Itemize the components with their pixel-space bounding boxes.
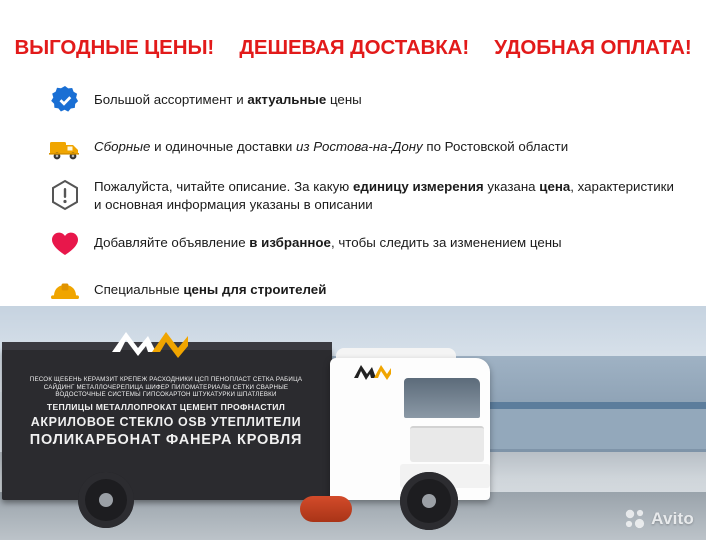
truck-wheel-front bbox=[400, 472, 458, 530]
list-item bbox=[48, 274, 678, 308]
list-item-label: Пожалуйста, читайте описание. За какую единицу измерения указана цена, характеристики и основная информация указаны в описании bbox=[94, 179, 674, 212]
avito-label: Avito bbox=[651, 509, 694, 528]
trailer-line-1: ПЕСОК ЩЕБЕНЬ КЕРАМЗИТ КРЕПЕЖ РАСХОДНИКИ ЦСП ПЕНОПЛАСТ СЕТКА РАБИЦА bbox=[29, 376, 303, 383]
trailer-line-6: ПОЛИКАРБОНАТ ФАНЕРА КРОВЛЯ bbox=[29, 432, 303, 449]
trailer-line-5: АКРИЛОВОЕ СТЕКЛО OSB УТЕПЛИТЕЛИ bbox=[30, 415, 302, 430]
trailer-line-2: САЙДИНГ МЕТАЛЛОЧЕРЕПИЦА ШИФЕР ПИЛОМАТЕРИАЛЫ СЕТКИ СВАРНЫЕ bbox=[43, 383, 289, 391]
list-item bbox=[48, 84, 678, 118]
list-item bbox=[48, 178, 678, 214]
trailer-line-3: ВОДОСТОЧНЫЕ СИСТЕМЫ ГИПСОКАРТОН ШТУКАТУРКИ ШПАТЛЕВКИ bbox=[55, 391, 277, 399]
exclamation-hexagon-icon bbox=[48, 178, 82, 212]
trailer-line-4: ТЕПЛИЦЫ МЕТАЛЛОПРОКАТ ЦЕМЕНТ ПРОФНАСТИЛ bbox=[46, 401, 286, 412]
trailer-product-text bbox=[8, 376, 324, 450]
truck-windshield bbox=[404, 378, 480, 418]
headline-part-1: ВЫГОДНЫЕ ЦЕНЫ! bbox=[14, 36, 215, 59]
check-badge-icon bbox=[48, 84, 82, 118]
avito-dots-icon bbox=[624, 508, 646, 530]
truck-wheel-rear bbox=[78, 472, 134, 528]
truck-grill bbox=[410, 426, 484, 462]
heart-icon bbox=[48, 227, 82, 261]
list-item-label: Сборные и одиночные доставки из Ростова-на-Дону по Ростовской области bbox=[94, 139, 569, 154]
headline-part-2: ДЕШЕВАЯ ДОСТАВКА! bbox=[239, 36, 470, 59]
truck-icon bbox=[48, 131, 82, 165]
list-item-label: Большой ассортимент и актуальные цены bbox=[94, 92, 362, 107]
list-item bbox=[48, 131, 678, 165]
truck-photo bbox=[0, 306, 706, 540]
truck-fuel-tank bbox=[300, 496, 352, 522]
page-title bbox=[0, 36, 706, 60]
avito-watermark bbox=[624, 508, 694, 530]
list-item-label: Добавляйте объявление в избранное, чтобы следить за изменением цены bbox=[94, 235, 562, 250]
headline-part-3: УДОБНАЯ ОПЛАТА! bbox=[494, 36, 692, 59]
hard-hat-icon bbox=[48, 274, 82, 308]
cab-chevron-logo bbox=[352, 362, 392, 382]
chevron-logo bbox=[108, 326, 192, 362]
list-item bbox=[48, 227, 678, 261]
list-item-label: Специальные цены для строителей bbox=[94, 282, 327, 297]
